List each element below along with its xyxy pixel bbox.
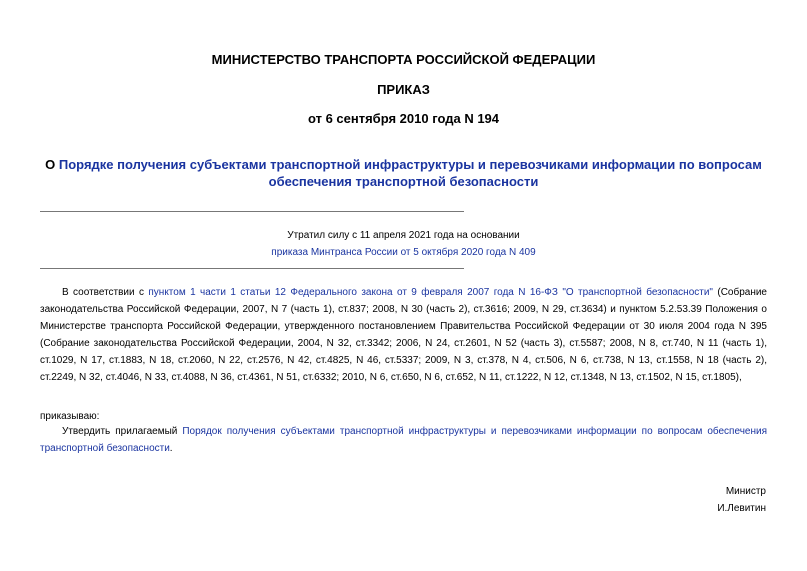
preamble-rest: (Собрание законодательства Российской Федерации, 2007, N 7 (часть 1), ст.837; 2008, N 30 (часть 2), ст.3616; 2009, N 29, ст.3634) и пунктом 5.2.53.39 Положения о Министерстве транспорта Российской Федерации, утвержденного постановлением Правительства Российской Федерации от 30 июля 2004 года N 395 (Собрание законодательства Российской Федерации, 2004, N 32, ст.3342; 2006, N 24, ст.2601, N 52 (часть 3), ст.5587; 2008, N 8, ст.740, N 11 (часть 1), ст.1029, N 17, ст.1883, N 18, ст.2060, N 22, ст.2576, N 42, ст.4825, N 46, ст.5337; 2009, N 3, ст.378, N 4, ст.506, N 6, ст.738, N 13, ст.1558, N 18 (часть 2), ст.2249, N 32, ст.4046, N 33, ст.4088, N 36, ст.4361, N 51, ст.6332; 2010, N 6, ст.650, N 6, ст.652, N 11, ст.1222, N 12, ст.1348, N 13, ст.1502, N 15, ст.1805), bbox=[40, 287, 767, 383]
title-link[interactable]: Порядке получения субъектами транспортной инфраструктуры и перевозчиками информации по вопросам обеспечения транспортной безопасности bbox=[58, 157, 762, 189]
signature-name: И.Левитин bbox=[717, 503, 766, 514]
ministry-heading: МИНИСТЕРСТВО ТРАНСПОРТА РОССИЙСКОЙ ФЕДЕРАЦИИ bbox=[211, 52, 596, 67]
order-word: приказываю: bbox=[40, 411, 100, 422]
procedure-link[interactable]: Порядок получения субъектами транспортной инфраструктуры и перевозчиками информации по вопросам обеспечения транспортной безопасности bbox=[40, 426, 768, 454]
doc-title bbox=[40, 156, 767, 190]
status-note bbox=[40, 228, 767, 262]
status-note-link[interactable]: приказа Минтранса России от 5 октября 2020 года N 409 bbox=[271, 247, 536, 258]
preamble-paragraph bbox=[40, 284, 767, 386]
title-prefix: О bbox=[45, 157, 59, 172]
approve-end: . bbox=[169, 443, 173, 454]
approve-intro: Утвердить прилагаемый bbox=[62, 426, 183, 437]
preamble-intro: В соответствии с bbox=[62, 287, 149, 298]
law-link[interactable]: пунктом 1 части 1 статьи 12 Федерального закона от 9 февраля 2007 года N 16-ФЗ "О транспортной безопасности" bbox=[148, 287, 713, 298]
doc-type: ПРИКАЗ bbox=[377, 82, 430, 97]
approve-paragraph bbox=[40, 423, 767, 457]
divider-top bbox=[40, 211, 464, 212]
doc-date-number: от 6 сентября 2010 года N 194 bbox=[307, 111, 500, 126]
signature-position: Министр bbox=[725, 486, 766, 497]
status-note-text: Утратил силу с 11 апреля 2021 года на основании bbox=[287, 230, 520, 241]
divider-bottom bbox=[40, 268, 464, 269]
